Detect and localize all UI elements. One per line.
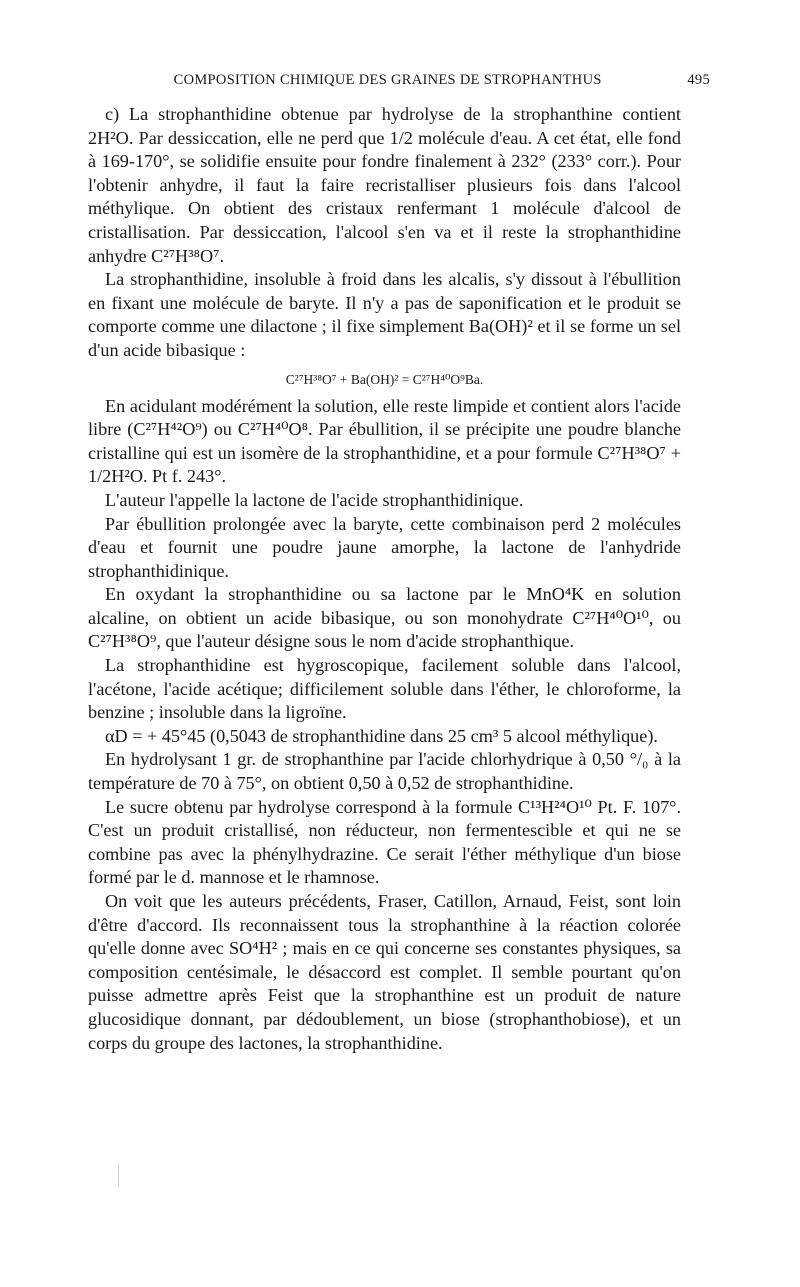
body-text bbox=[88, 103, 681, 1055]
paragraph-acidulation: En acidulant modérément la solution, elle reste limpide et contient alors l'acide libre (C²⁷H⁴²O⁹) ou C²⁷H⁴⁰O⁸. Par ébullition, il se précipite une poudre blanche cristalline qui est un isomère de la strophanthidine, et a pour formule C²⁷H³⁸O⁷ + 1/2H²O. Pt f. 243°. bbox=[88, 395, 681, 487]
page-scan-mark bbox=[118, 1164, 119, 1186]
paragraph-sugar: Le sucre obtenu par hydrolyse correspond à la formule C¹³H²⁴O¹⁰ Pt. F. 107°. C'est un produit cristallisé, non réducteur, non fermentescible et qui ne se combine pas avec la phénylhydrazine. Ce serait l'éther méthylique d'un biose formé par le d. mannose et le rhamnose. bbox=[88, 796, 681, 888]
running-header bbox=[88, 72, 710, 89]
paragraph-lactone: L'auteur l'appelle la lactone de l'acide strophanthidinique. bbox=[105, 489, 524, 510]
paragraph-rotatory-power: αD = + 45°45 (0,5043 de strophanthidine dans 25 cm³ 5 alcool méthylique). bbox=[105, 725, 658, 746]
paragraph-strophanthidine-hydrolysis: c) La strophanthidine obtenue par hydrolyse de la strophanthine contient 2H²O. Par dessiccation, elle ne perd que 1/2 molécule d'eau. A cet état, elle fond à 169-170°, se solidifie ensuite pour fondre finalement à 232° (233° corr.). Pour l'obtenir anhydre, il faut la faire recristalliser plusieurs fois dans l'alcool méthylique. On obtient des cristaux renfermant 1 molécule d'alcool de cristallisation. Par dessiccation, l'alcool s'en va et il reste la strophanthidine anhydre C²⁷H³⁸O⁷. bbox=[88, 104, 681, 266]
page-number: 495 bbox=[687, 72, 710, 88]
chemical-equation: C²⁷H³⁸O⁷ + Ba(OH)² = C²⁷H⁴⁰O⁹Ba. bbox=[285, 371, 484, 387]
running-title: COMPOSITION CHIMIQUE DES GRAINES DE STROPHANTHUS bbox=[173, 72, 602, 88]
paragraph-conclusion: On voit que les auteurs précédents, Fraser, Catillon, Arnaud, Feist, sont loin d'être d'accord. Ils reconnaissent tous la strophanthine à la réaction colorée qu'elle donne avec SO⁴H² ; mais en ce qui concerne ses constantes physiques, sa composition centésimale, le désaccord est complet. Il semble pourtant qu'on puisse admettre après Feist que la strophanthine est un produit de nature glucosidique donnant, par dédoublement, un biose (strophanthobiose), et un corps du groupe des lactones, la strophanthidine. bbox=[88, 891, 681, 1053]
paragraph-hygroscopic: La strophanthidine est hygroscopique, facilement soluble dans l'alcool, l'acétone, l'acide acétique; difficilement soluble dans l'éther, le chloroforme, la benzine ; insoluble dans la ligroïne. bbox=[88, 655, 681, 723]
paragraph-baryte-boiling: Par ébullition prolongée avec la baryte, cette combinaison perd 2 molécules d'eau et fournit une poudre jaune amorphe, la lactone de l'anhydride strophanthidinique. bbox=[88, 513, 681, 581]
paragraph-hydrolysis-yield: En hydrolysant 1 gr. de strophanthine par l'acide chlorhydrique à 0,50 °/₀ à la température de 70 à 75°, on obtient 0,50 à 0,52 de strophanthidine. bbox=[88, 749, 681, 794]
paragraph-alkali-solubility: La strophanthidine, insoluble à froid dans les alcalis, s'y dissout à l'ébullition en fixant une molécule de baryte. Il n'y a pas de saponification et le produit se comporte comme une dilactone ; il fixe simplement Ba(OH)² et il se forme un sel d'un acide bibasique : bbox=[88, 269, 681, 360]
paragraph-oxidation: En oxydant la strophanthidine ou sa lactone par le MnO⁴K en solution alcaline, on obtient un acide bibasique, ou son monohydrate C²⁷H⁴⁰O¹⁰, ou C²⁷H³⁸O⁹, que l'auteur désigne sous le nom d'acide strophanthique. bbox=[88, 584, 681, 652]
